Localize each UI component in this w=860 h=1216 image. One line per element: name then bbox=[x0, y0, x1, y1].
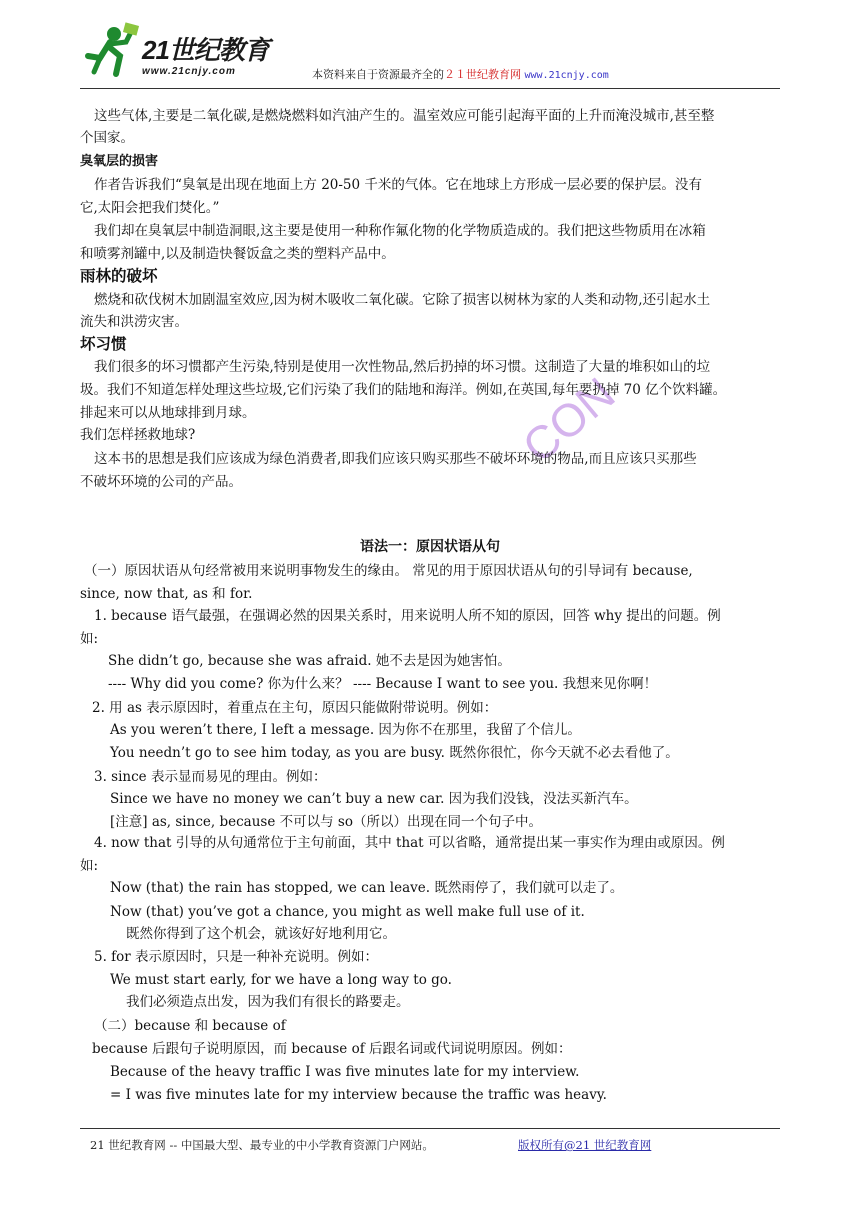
text-line: Now (that) the rain has stopped, we can leave. 既然雨停了，我们就可以走了。 bbox=[110, 880, 624, 896]
source-url[interactable]: www.21cnjy.com bbox=[524, 70, 609, 81]
source-site[interactable]: ２１世纪教育网 bbox=[444, 68, 521, 81]
text-line: Since we have no money we can’t buy a new car. 因为我们没钱，没法买新汽车。 bbox=[110, 791, 638, 807]
logo-url: www.21cnjy.com bbox=[142, 66, 236, 77]
footer-tagline: 21 世纪教育网 -- 中国最大型、最专业的中小学教育资源门户网站。 bbox=[90, 1138, 434, 1152]
text-line: since, now that, as 和 for. bbox=[80, 586, 253, 602]
text-line: 2. 用 as 表示原因时，着重点在主句，原因只能做附带说明。例如： bbox=[92, 700, 498, 716]
text-line: 燃烧和砍伐树木加剧温室效应,因为树木吸收二氧化碳。它除了损害以树林为家的人类和动物,还引起水土 bbox=[94, 292, 711, 308]
text-line: （二）because 和 because of bbox=[94, 1018, 286, 1034]
text-line: As you weren’t there, I left a message. 因为你不在那里，我留了个信儿。 bbox=[110, 722, 581, 738]
text-line: = I was five minutes late for my interview because the traffic was heavy. bbox=[110, 1087, 607, 1103]
text-line: 5. for 表示原因时，只是一种补充说明。例如： bbox=[94, 949, 379, 965]
text-line: 如: bbox=[80, 858, 99, 874]
section-heading: 语法一：原因状语从句 bbox=[360, 539, 500, 555]
text-line: 我们必须造点出发，因为我们有很长的路要走。 bbox=[126, 994, 410, 1010]
text-line: Now (that) you’ve got a chance, you might as well make full use of it. bbox=[110, 904, 585, 920]
text-line: 这本书的思想是我们应该成为绿色消费者,即我们应该只购买那些不破坏环境的物品,而且应该只买那些 bbox=[94, 451, 697, 467]
text-line: 我们却在臭氧层中制造洞眼,这主要是使用一种称作氟化物的化学物质造成的。我们把这些物质用在冰箱 bbox=[94, 223, 706, 239]
footer-copyright-link[interactable]: 版权所有@21 世纪教育网 bbox=[518, 1138, 652, 1152]
text-line: 作者告诉我们“臭氧是出现在地面上方 20-50 千米的气体。它在地球上方形成一层必要的保护层。没有 bbox=[94, 177, 702, 193]
text-line: 排起来可以从地球排到月球。 bbox=[80, 405, 256, 421]
text-line: 1. because 语气最强，在强调必然的因果关系时，用来说明人所不知的原因，回答 why 提出的问题。例 bbox=[94, 608, 721, 624]
header-source-line bbox=[312, 66, 609, 82]
text-line: 如: bbox=[80, 631, 99, 647]
text-line: We must start early, for we have a long way to go. bbox=[110, 972, 452, 988]
text-line: 流失和洪涝灾害。 bbox=[80, 314, 188, 330]
text-line: 圾。我们不知道怎样处理这些垃圾,它们污染了我们的陆地和海洋。例如,在英国,每年要扔掉 70 亿个饮料罐。 bbox=[80, 382, 727, 398]
text-line: because 后跟句子说明原因，而 because of 后跟名词或代词说明原因。例如： bbox=[92, 1041, 572, 1057]
source-prefix: 本资料来自于资源最齐全的 bbox=[312, 68, 444, 81]
text-line: 我们怎样拯救地球? bbox=[80, 427, 196, 443]
section-heading: 坏习惯 bbox=[80, 335, 127, 353]
text-line: Because of the heavy traffic I was five minutes late for my interview. bbox=[110, 1064, 580, 1080]
text-line: 个国家。 bbox=[80, 130, 134, 146]
text-line: 3. since 表示显而易见的理由。例如： bbox=[94, 769, 327, 785]
text-line: You needn’t go to see him today, as you are busy. 既然你很忙，你今天就不必去看他了。 bbox=[110, 745, 679, 761]
text-line: 这些气体,主要是二氧化碳,是燃烧燃料如汽油产生的。温室效应可能引起海平面的上升而淹没城市,甚至整 bbox=[94, 108, 715, 124]
logo-wordmark: 21世纪教育 bbox=[142, 35, 269, 65]
text-line: 既然你得到了这个机会，就该好好地利用它。 bbox=[126, 926, 396, 942]
text-line: 和喷雾剂罐中,以及制造快餐饭盒之类的塑料产品中。 bbox=[80, 246, 395, 262]
runner-icon bbox=[80, 22, 140, 82]
text-line: 我们很多的坏习惯都产生污染,特别是使用一次性物品,然后扔掉的坏习惯。这制造了大量的堆积如山的垃 bbox=[94, 359, 711, 375]
footer-divider bbox=[80, 1128, 780, 1129]
text-line: （一）原因状语从句经常被用来说明事物发生的缘由。 常见的用于原因状语从句的引导词有 because, bbox=[84, 563, 693, 579]
section-heading: 臭氧层的损害 bbox=[80, 154, 159, 169]
text-line: 它,太阳会把我们焚化。” bbox=[80, 200, 220, 216]
header-divider bbox=[80, 88, 780, 89]
section-heading: 雨林的破坏 bbox=[80, 267, 158, 285]
text-line: 4. now that 引导的从句通常位于主句前面，其中 that 可以省略，通常提出某一事实作为理由或原因。例 bbox=[94, 835, 725, 851]
text-line: 不破坏环境的公司的产品。 bbox=[80, 474, 242, 490]
text-line: ---- Why did you come? 你为什么来？ ---- Because I want to see you. 我想来见你啊！ bbox=[108, 676, 658, 692]
text-line: She didn’t go, because she was afraid. 她不去是因为她害怕。 bbox=[108, 653, 511, 669]
page-header bbox=[80, 22, 780, 86]
site-logo bbox=[80, 22, 280, 84]
watermark-text: CON bbox=[512, 367, 625, 473]
text-line: [注意] as, since, because 不可以与 so（所以）出现在同一个句子中。 bbox=[110, 814, 542, 830]
